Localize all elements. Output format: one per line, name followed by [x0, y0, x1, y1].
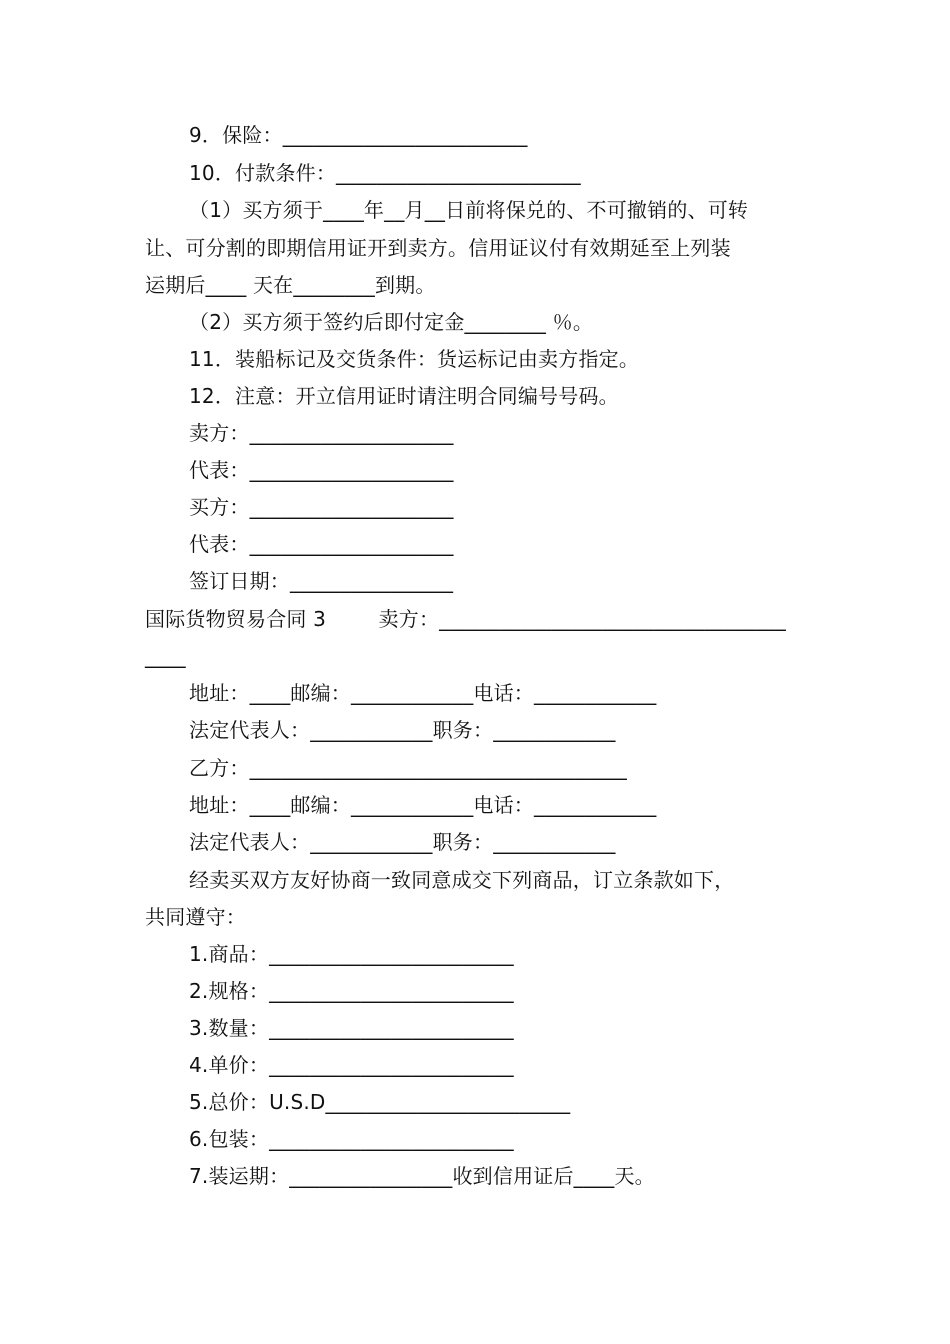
- payment-condition-1-line-2: 让、可分割的即期信用证开到卖方。信用证议付有效期延至上列装: [145, 236, 731, 260]
- seller-legal-rep-line: 法定代表人：____________职务：____________: [189, 718, 616, 742]
- agreement-intro-line-2: 共同遵守：: [145, 905, 246, 929]
- seller-line-continuation: ____: [145, 644, 186, 668]
- party-b-legal-rep-line: 法定代表人：____________职务：____________: [189, 830, 616, 854]
- seller-address-line: 地址：____邮编：____________电话：____________: [189, 681, 657, 705]
- clause-12-notice: 12．注意：开立信用证时请注明合同编号号码。: [189, 384, 619, 408]
- buyer-signature-line: 买方：____________________: [189, 495, 454, 519]
- party-b-address-line: 地址：____邮编：____________电话：____________: [189, 793, 657, 817]
- contract-3-heading-seller-line: 国际货物贸易合同 3 卖方：__________________________________: [145, 607, 786, 631]
- payment-condition-1-line-3: 运期后____ 天在________到期。: [145, 273, 436, 297]
- payment-condition-2: （2）买方须于签约后即付定金________ ％。: [189, 310, 594, 334]
- seller-representative-line: 代表：____________________: [189, 458, 454, 482]
- buyer-representative-line: 代表：____________________: [189, 532, 454, 556]
- item-2-specification: 2.规格：________________________: [189, 979, 514, 1003]
- item-1-goods: 1.商品：________________________: [189, 942, 514, 966]
- item-4-unit-price: 4.单价：________________________: [189, 1053, 514, 1077]
- item-7-shipment-period: 7.装运期：________________收到信用证后____天。: [189, 1164, 655, 1188]
- clause-9-insurance: 9．保险：________________________: [189, 123, 528, 147]
- seller-signature-line: 卖方：____________________: [189, 421, 454, 445]
- clause-10-payment-terms: 10．付款条件：________________________: [189, 161, 581, 185]
- item-3-quantity: 3.数量：________________________: [189, 1016, 514, 1040]
- item-6-packing: 6.包装：________________________: [189, 1127, 514, 1151]
- agreement-intro-line-1: 经卖买双方友好协商一致同意成交下列商品，订立条款如下，: [189, 868, 735, 892]
- signing-date-line: 签订日期：________________: [189, 569, 454, 593]
- party-b-line: 乙方：_____________________________________: [189, 756, 627, 780]
- item-5-total-price: 5.总价：U.S.D________________________: [189, 1090, 571, 1114]
- clause-11-marks-delivery: 11．装船标记及交货条件：货运标记由卖方指定。: [189, 347, 640, 371]
- payment-condition-1-line-1: （1）买方须于____年__月__日前将保兑的、不可撤销的、可转: [189, 198, 749, 222]
